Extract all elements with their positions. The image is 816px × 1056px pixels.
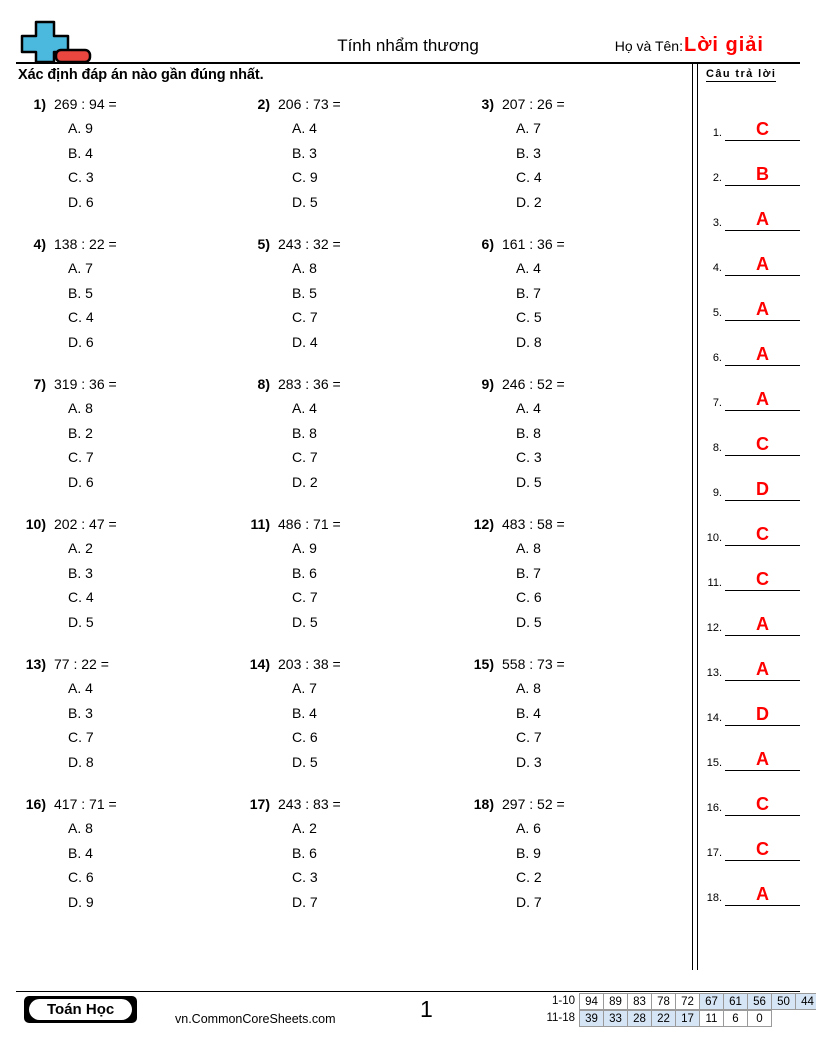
- choice-option[interactable]: A. 8: [516, 680, 541, 696]
- question-expression: 138 : 22 =: [54, 236, 117, 252]
- question-row: [16, 796, 688, 936]
- answer-value[interactable]: A: [725, 884, 800, 906]
- answer-key-item: [702, 96, 800, 141]
- answer-index: 10.: [706, 532, 722, 544]
- question-row: [16, 236, 688, 376]
- choice-list: [240, 536, 464, 634]
- question-number: 6): [481, 236, 494, 252]
- question-header: [16, 796, 240, 812]
- answer-index: 15.: [706, 757, 722, 769]
- choice-option[interactable]: D. 5: [292, 193, 318, 210]
- question-number: 11): [250, 516, 270, 532]
- brand-badge: [24, 996, 137, 1023]
- choice-option[interactable]: C. 7: [292, 449, 318, 465]
- answer-index: 4.: [712, 262, 722, 274]
- answer-key-item: [702, 636, 800, 681]
- answer-key-item: [702, 591, 800, 636]
- question-item: [464, 796, 688, 936]
- answer-key-item: [702, 456, 800, 501]
- answer-value[interactable]: A: [725, 389, 800, 411]
- choice-option[interactable]: A. 8: [292, 260, 317, 276]
- choice-option[interactable]: D. 6: [68, 333, 94, 350]
- question-item: [240, 376, 464, 516]
- question-expression: 297 : 52 =: [502, 796, 565, 812]
- instruction-text: Xác định đáp án nào gần đúng nhất.: [18, 67, 264, 83]
- choice-option[interactable]: A. 4: [516, 400, 541, 416]
- choice-option[interactable]: C. 3: [68, 169, 94, 185]
- question-header: [16, 96, 240, 112]
- choice-list: [240, 256, 464, 354]
- choice-option[interactable]: B. 3: [68, 564, 93, 581]
- answer-value[interactable]: D: [725, 479, 800, 501]
- answer-key-item: [702, 771, 800, 816]
- answer-key-item: [702, 816, 800, 861]
- question-row: [16, 96, 688, 236]
- answer-value[interactable]: C: [725, 569, 800, 591]
- question-item: [16, 656, 240, 796]
- question-number: 18): [473, 796, 494, 812]
- choice-option[interactable]: B. 3: [68, 704, 93, 721]
- question-item: [464, 656, 688, 796]
- answer-key-item: [702, 501, 800, 546]
- answer-value[interactable]: A: [725, 659, 800, 681]
- choice-option[interactable]: C. 5: [516, 309, 542, 325]
- score-cell: 94: [579, 993, 604, 1010]
- question-item: [240, 656, 464, 796]
- answer-value[interactable]: A: [725, 749, 800, 771]
- choice-list: [16, 396, 240, 494]
- answer-key-item: [702, 141, 800, 186]
- choice-option[interactable]: B. 4: [68, 844, 93, 861]
- score-cell: 0: [747, 1010, 772, 1027]
- choice-option[interactable]: B. 4: [292, 704, 317, 721]
- question-item: [16, 516, 240, 656]
- score-table: [531, 993, 816, 1027]
- choice-option[interactable]: D. 6: [68, 473, 94, 490]
- header-divider: [16, 62, 800, 64]
- choice-option[interactable]: C. 4: [68, 309, 94, 325]
- answer-index: 9.: [712, 487, 722, 499]
- question-item: [464, 96, 688, 236]
- answer-key-title: Câu trả lời: [706, 68, 777, 80]
- score-cell: 28: [627, 1010, 652, 1027]
- answer-index: 14.: [706, 712, 722, 724]
- score-cell: 6: [723, 1010, 748, 1027]
- choice-option[interactable]: C. 4: [68, 589, 94, 605]
- score-cell: 33: [603, 1010, 628, 1027]
- choice-option[interactable]: C. 7: [68, 449, 94, 465]
- choice-option[interactable]: B. 3: [292, 144, 317, 161]
- questions-grid: [16, 96, 688, 936]
- choice-list: [16, 816, 240, 914]
- score-row: [531, 993, 816, 1010]
- question-number: 3): [481, 96, 494, 112]
- question-number: 4): [33, 236, 46, 252]
- question-expression: 77 : 22 =: [54, 656, 109, 672]
- choice-option[interactable]: C. 9: [292, 169, 318, 185]
- answer-value[interactable]: C: [725, 119, 800, 141]
- score-cell: 61: [723, 993, 748, 1010]
- answer-key-panel: [702, 64, 800, 906]
- question-item: [464, 376, 688, 516]
- score-cell: 11: [699, 1010, 724, 1027]
- question-header: [464, 796, 688, 812]
- answer-value[interactable]: A: [725, 344, 800, 366]
- question-number: 7): [33, 376, 46, 392]
- choice-option[interactable]: D. 6: [68, 193, 94, 210]
- question-item: [16, 236, 240, 376]
- answer-value[interactable]: C: [725, 434, 800, 456]
- score-row: [531, 1010, 816, 1027]
- choice-list: [240, 396, 464, 494]
- question-expression: 283 : 36 =: [278, 376, 341, 392]
- answer-key-item: [702, 546, 800, 591]
- answer-value[interactable]: C: [725, 524, 800, 546]
- question-expression: 417 : 71 =: [54, 796, 117, 812]
- answer-index: 5.: [712, 307, 722, 319]
- score-cell: 50: [771, 993, 796, 1010]
- question-header: [240, 516, 464, 532]
- answer-key-item: [702, 321, 800, 366]
- choice-list: [464, 396, 688, 494]
- choice-option[interactable]: C. 6: [68, 869, 94, 885]
- choice-option[interactable]: C. 4: [516, 169, 542, 185]
- brand-label: Toán Học: [29, 999, 132, 1020]
- answer-index: 17.: [706, 847, 722, 859]
- choice-option[interactable]: A. 7: [68, 260, 93, 276]
- answer-key-item: [702, 726, 800, 771]
- question-number: 14): [249, 656, 270, 672]
- answer-key-item: [702, 186, 800, 231]
- page-number: 1: [420, 996, 433, 1022]
- answer-key-item: [702, 276, 800, 321]
- score-cell: 22: [651, 1010, 676, 1027]
- choice-list: [16, 536, 240, 634]
- question-expression: 243 : 83 =: [278, 796, 341, 812]
- choice-option[interactable]: A. 9: [292, 540, 317, 556]
- answer-key-item: [702, 231, 800, 276]
- score-cell: 78: [651, 993, 676, 1010]
- question-item: [464, 516, 688, 656]
- question-header: [240, 96, 464, 112]
- page-title: Tính nhẩm thương: [337, 36, 479, 55]
- choice-list: [240, 116, 464, 214]
- name-label: Họ và Tên:: [614, 38, 683, 54]
- choice-option[interactable]: C. 7: [292, 589, 318, 605]
- question-row: [16, 516, 688, 656]
- question-expression: 246 : 52 =: [502, 376, 565, 392]
- question-expression: 243 : 32 =: [278, 236, 341, 252]
- choice-option[interactable]: A. 6: [516, 820, 541, 836]
- answer-index: 2.: [712, 172, 722, 184]
- score-cell: 67: [699, 993, 724, 1010]
- name-field: [615, 34, 764, 57]
- score-cell: 72: [675, 993, 700, 1010]
- score-row-label: 1-10: [551, 995, 575, 1007]
- question-number: 15): [473, 656, 494, 672]
- question-row: [16, 376, 688, 516]
- question-number: 1): [33, 96, 46, 112]
- answer-column-separator: [692, 62, 698, 970]
- question-number: 8): [257, 376, 270, 392]
- answer-key-item: [702, 366, 800, 411]
- choice-option[interactable]: C. 6: [292, 729, 318, 745]
- question-expression: 319 : 36 =: [54, 376, 117, 392]
- question-item: [240, 236, 464, 376]
- question-expression: 269 : 94 =: [54, 96, 117, 112]
- answer-index: 16.: [706, 802, 722, 814]
- question-number: 16): [25, 796, 46, 812]
- choice-option[interactable]: D. 2: [292, 473, 318, 490]
- answer-key-item: [702, 861, 800, 906]
- question-header: [240, 796, 464, 812]
- choice-option[interactable]: C. 3: [292, 869, 318, 885]
- question-header: [240, 376, 464, 392]
- question-number: 17): [249, 796, 270, 812]
- site-url: vn.CommonCoreSheets.com: [175, 1012, 336, 1026]
- answer-key-list: [702, 96, 800, 906]
- choice-option[interactable]: A. 4: [68, 680, 93, 696]
- choice-option[interactable]: B. 3: [516, 144, 541, 161]
- choice-list: [464, 256, 688, 354]
- choice-option[interactable]: D. 7: [292, 893, 318, 910]
- choice-list: [464, 676, 688, 774]
- choice-list: [240, 816, 464, 914]
- score-cell: 17: [675, 1010, 700, 1027]
- question-header: [16, 516, 240, 532]
- choice-option[interactable]: B. 2: [68, 424, 93, 441]
- choice-option[interactable]: A. 4: [292, 120, 317, 136]
- choice-option[interactable]: C. 7: [516, 729, 542, 745]
- choice-option[interactable]: C. 6: [516, 589, 542, 605]
- choice-option[interactable]: C. 7: [292, 309, 318, 325]
- question-number: 9): [481, 376, 494, 392]
- question-item: [240, 96, 464, 236]
- choice-option[interactable]: D. 5: [292, 613, 318, 630]
- choice-option[interactable]: A. 2: [292, 820, 317, 836]
- answer-index: 6.: [712, 352, 722, 364]
- question-header: [464, 656, 688, 672]
- answer-value[interactable]: A: [725, 299, 800, 321]
- answer-index: 11.: [707, 577, 722, 589]
- choice-option[interactable]: D. 4: [292, 333, 318, 350]
- answer-value[interactable]: B: [725, 164, 800, 186]
- question-header: [464, 376, 688, 392]
- name-value: Lời giải: [683, 34, 764, 56]
- answer-index: 13.: [706, 667, 722, 679]
- question-expression: 161 : 36 =: [502, 236, 565, 252]
- answer-value[interactable]: C: [725, 839, 800, 861]
- choice-option[interactable]: B. 4: [516, 704, 541, 721]
- choice-option[interactable]: A. 9: [68, 120, 93, 136]
- score-cell-empty: [795, 1010, 816, 1027]
- choice-list: [464, 816, 688, 914]
- question-expression: 202 : 47 =: [54, 516, 117, 532]
- choice-option[interactable]: C. 7: [68, 729, 94, 745]
- score-row-label: 11-18: [546, 1012, 575, 1024]
- choice-list: [16, 116, 240, 214]
- choice-option[interactable]: A. 7: [516, 120, 541, 136]
- choice-option[interactable]: D. 8: [68, 753, 94, 770]
- question-item: [16, 376, 240, 516]
- choice-option[interactable]: D. 3: [516, 753, 542, 770]
- choice-option[interactable]: A. 8: [68, 820, 93, 836]
- choice-option[interactable]: C. 3: [516, 449, 542, 465]
- choice-list: [16, 256, 240, 354]
- question-expression: 207 : 26 =: [502, 96, 565, 112]
- question-header: [16, 376, 240, 392]
- answer-value[interactable]: A: [725, 209, 800, 231]
- question-expression: 558 : 73 =: [502, 656, 565, 672]
- choice-option[interactable]: A. 8: [516, 540, 541, 556]
- choice-option[interactable]: A. 4: [516, 260, 541, 276]
- choice-option[interactable]: D. 8: [516, 333, 542, 350]
- choice-option[interactable]: A. 2: [68, 540, 93, 556]
- question-header: [16, 236, 240, 252]
- question-number: 13): [25, 656, 46, 672]
- answer-value[interactable]: A: [725, 254, 800, 276]
- score-cell: 89: [603, 993, 628, 1010]
- answer-index: 3.: [712, 217, 722, 229]
- choice-option[interactable]: B. 6: [292, 564, 317, 581]
- question-header: [16, 656, 240, 672]
- choice-option[interactable]: B. 4: [68, 144, 93, 161]
- question-item: [16, 96, 240, 236]
- answer-key-item: [702, 681, 800, 726]
- score-cell: 83: [627, 993, 652, 1010]
- choice-option[interactable]: D. 5: [516, 473, 542, 490]
- choice-option[interactable]: B. 8: [516, 424, 541, 441]
- question-header: [464, 236, 688, 252]
- choice-option[interactable]: C. 2: [516, 869, 542, 885]
- question-number: 12): [473, 516, 494, 532]
- question-header: [464, 96, 688, 112]
- answer-value[interactable]: C: [725, 794, 800, 816]
- score-cell: 56: [747, 993, 772, 1010]
- question-number: 10): [25, 516, 46, 532]
- choice-option[interactable]: A. 4: [292, 400, 317, 416]
- question-number: 2): [257, 96, 270, 112]
- answer-index: 1.: [712, 127, 722, 139]
- choice-option[interactable]: B. 6: [292, 844, 317, 861]
- question-expression: 486 : 71 =: [278, 516, 341, 532]
- answer-index: 12.: [706, 622, 722, 634]
- choice-option[interactable]: D. 5: [68, 613, 94, 630]
- question-header: [464, 516, 688, 532]
- choice-option[interactable]: B. 5: [292, 284, 317, 301]
- question-header: [240, 236, 464, 252]
- choice-list: [464, 116, 688, 214]
- question-item: [240, 516, 464, 656]
- choice-option[interactable]: B. 5: [68, 284, 93, 301]
- choice-list: [16, 676, 240, 774]
- choice-option[interactable]: B. 8: [292, 424, 317, 441]
- question-number: 5): [257, 236, 270, 252]
- choice-option[interactable]: A. 8: [68, 400, 93, 416]
- choice-option[interactable]: A. 7: [292, 680, 317, 696]
- answer-key-item: [702, 411, 800, 456]
- choice-option[interactable]: D. 9: [68, 893, 94, 910]
- choice-option[interactable]: B. 9: [516, 844, 541, 861]
- choice-option[interactable]: D. 7: [516, 893, 542, 910]
- question-expression: 203 : 38 =: [278, 656, 341, 672]
- choice-option[interactable]: B. 7: [516, 284, 541, 301]
- score-cell: 39: [579, 1010, 604, 1027]
- answer-value[interactable]: D: [725, 704, 800, 726]
- answer-index: 18.: [706, 892, 722, 904]
- question-header: [240, 656, 464, 672]
- score-cell-empty: [771, 1010, 796, 1027]
- choice-option[interactable]: D. 5: [516, 613, 542, 630]
- question-item: [16, 796, 240, 936]
- question-expression: 206 : 73 =: [278, 96, 341, 112]
- choice-option[interactable]: B. 7: [516, 564, 541, 581]
- choice-option[interactable]: D. 2: [516, 193, 542, 210]
- question-expression: 483 : 58 =: [502, 516, 565, 532]
- answer-index: 8.: [712, 442, 722, 454]
- page-header: [16, 14, 800, 64]
- score-cell: 44: [795, 993, 816, 1010]
- question-item: [240, 796, 464, 936]
- footer-divider: [16, 991, 800, 992]
- question-row: [16, 656, 688, 796]
- answer-value[interactable]: A: [725, 614, 800, 636]
- answer-index: 7.: [712, 397, 722, 409]
- choice-list: [240, 676, 464, 774]
- choice-list: [464, 536, 688, 634]
- question-item: [464, 236, 688, 376]
- choice-option[interactable]: D. 5: [292, 753, 318, 770]
